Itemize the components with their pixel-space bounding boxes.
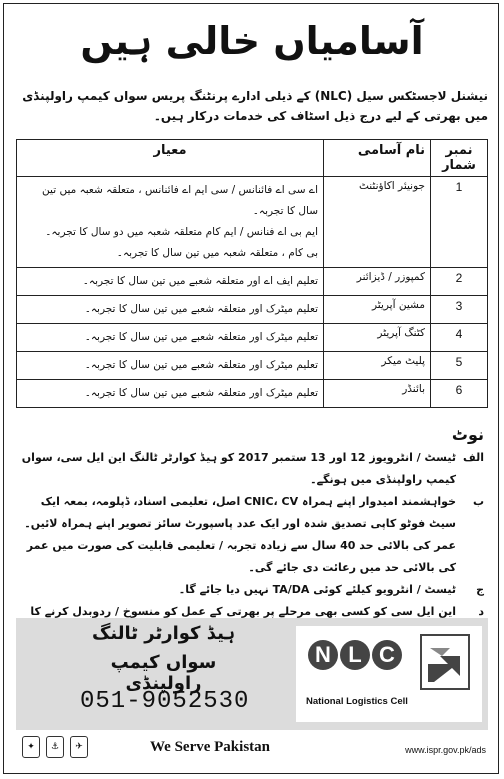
row-number: 5: [431, 352, 488, 380]
row-number: 6: [431, 380, 488, 408]
post-criteria: تعلیم میٹرک اور متعلقہ شعبے میں تین سال کا تجربہ۔: [17, 296, 324, 324]
post-criteria: [17, 177, 324, 268]
table-header-row: [17, 140, 488, 177]
post-criteria: تعلیم میٹرک اور متعلقہ شعبے میں تین سال کا تجربہ۔: [17, 352, 324, 380]
airforce-emblem-icon: ✈: [70, 736, 88, 758]
contact-box: [16, 618, 488, 730]
note-marker: ب: [472, 495, 484, 508]
table-row: [17, 268, 488, 296]
table-row: [17, 324, 488, 352]
hq-line-1: ہیڈ کوارٹر ٹالنگ: [91, 623, 236, 644]
intro-text: نیشنل لاجسٹکس سیل (NLC) کے ذیلی ادارے پرنٹنگ پریس سواں کیمپ راولپنڈی میں بھرتی کے لیے درج ذیل اسٹاف کی خدمات درکار ہیں۔: [22, 89, 488, 123]
row-number: 2: [431, 268, 488, 296]
logo-letter: C: [372, 640, 402, 670]
note-text: ٹیسٹ / انٹرویوز 12 اور 13 ستمبر 2017 کو ہیڈ کوارٹر ٹالنگ این ایل سی، سواں کیمپ راولپنڈی میں ہونگے۔: [21, 451, 456, 486]
note-marker: د: [478, 605, 484, 618]
post-name: پلیٹ میکر: [324, 352, 431, 380]
page-title: آسامیاں خالی ہیں: [80, 19, 424, 63]
criteria-line: ایم بی اے فنانس / ایم کام متعلقہ شعبہ میں دو سال کا تجربہ۔: [45, 226, 318, 238]
notes-heading: نوٹ: [451, 425, 484, 444]
phone-number: 051-9052530: [80, 688, 250, 715]
vacancy-table: [16, 139, 488, 408]
criteria-line: بی کام ، متعلقہ شعبہ میں تین سال کا تجربہ۔: [116, 247, 318, 259]
table-row: [17, 380, 488, 408]
website-url: www.ispr.gov.pk/ads: [405, 745, 486, 755]
table-row: [17, 296, 488, 324]
note-marker: الف: [462, 451, 484, 464]
post-name: مشین آپریٹر: [324, 296, 431, 324]
note-text: خواہشمند امیدوار اپنے ہمراہ CNIC، CV اصل، تعلیمی اسناد، ڈپلومہ، بمعہ ایک سیٹ فوٹو کاپی تصدیق شدہ اور ایک عدد پاسپورٹ سائز تصویر اپنے ہمراہ لائیں۔ عمر کی بالائی حد 40 سال سے زیادہ تجربہ / تعلیمی قابلیت کی صورت میں عمر کی بالائی حد میں رعائت دی جائے گی۔: [24, 495, 456, 574]
note-item: [18, 579, 484, 601]
post-criteria: تعلیم ایف اے اور متعلقہ شعبے میں تین سال کا تجربہ۔: [17, 268, 324, 296]
row-number: 1: [431, 177, 488, 268]
note-item: [18, 491, 484, 579]
table-row: [17, 177, 488, 268]
note-item: [18, 447, 484, 491]
slogan: We Serve Pakistan: [150, 739, 270, 755]
service-emblems: [22, 736, 88, 758]
header-serial: نمبر شمار: [431, 140, 488, 177]
post-criteria: تعلیم میٹرک اور متعلقہ شعبے میں تین سال کا تجربہ۔: [17, 324, 324, 352]
logo-caption: National Logistics Cell: [306, 696, 408, 707]
note-text: این ایل سی کو کسی بھی مرحلے پر بھرتی کے عمل کو منسوخ / ردوبدل کرنے کا: [30, 605, 456, 618]
post-name: بائنڈر: [324, 380, 431, 408]
post-criteria: تعلیم میٹرک اور متعلقہ شعبے میں تین سال کا تجربہ۔: [17, 380, 324, 408]
header-post: نام آسامی: [324, 140, 431, 177]
logo-letter: N: [308, 640, 338, 670]
nlc-logo: [296, 626, 482, 722]
post-name: کٹنگ آپریٹر: [324, 324, 431, 352]
navy-emblem-icon: ⚓: [46, 736, 64, 758]
note-marker: ج: [476, 583, 484, 596]
table-row: [17, 352, 488, 380]
hq-line-2: سواں کیمپ راولپنڈی: [110, 652, 217, 694]
post-name: جونیئر اکاؤنٹنٹ: [324, 177, 431, 268]
note-text: ٹیسٹ / انٹرویو کیلئے کوئی TA/DA نہیں دیا جائے گا۔: [178, 583, 456, 596]
nlc-letters: [308, 640, 402, 670]
criteria-line: اے سی اے فائنانس / سی ایم اے فائنانس ، متعلقہ شعبہ میں تین سال کا تجربہ۔: [42, 184, 318, 217]
army-emblem-icon: ✦: [22, 736, 40, 758]
notes-list: [18, 447, 484, 645]
nlc-arrow-icon: [420, 634, 470, 690]
header-criteria: معیار: [17, 140, 324, 177]
post-name: کمپوزر / ڈیزائنر: [324, 268, 431, 296]
row-number: 4: [431, 324, 488, 352]
logo-letter: L: [340, 640, 370, 670]
row-number: 3: [431, 296, 488, 324]
